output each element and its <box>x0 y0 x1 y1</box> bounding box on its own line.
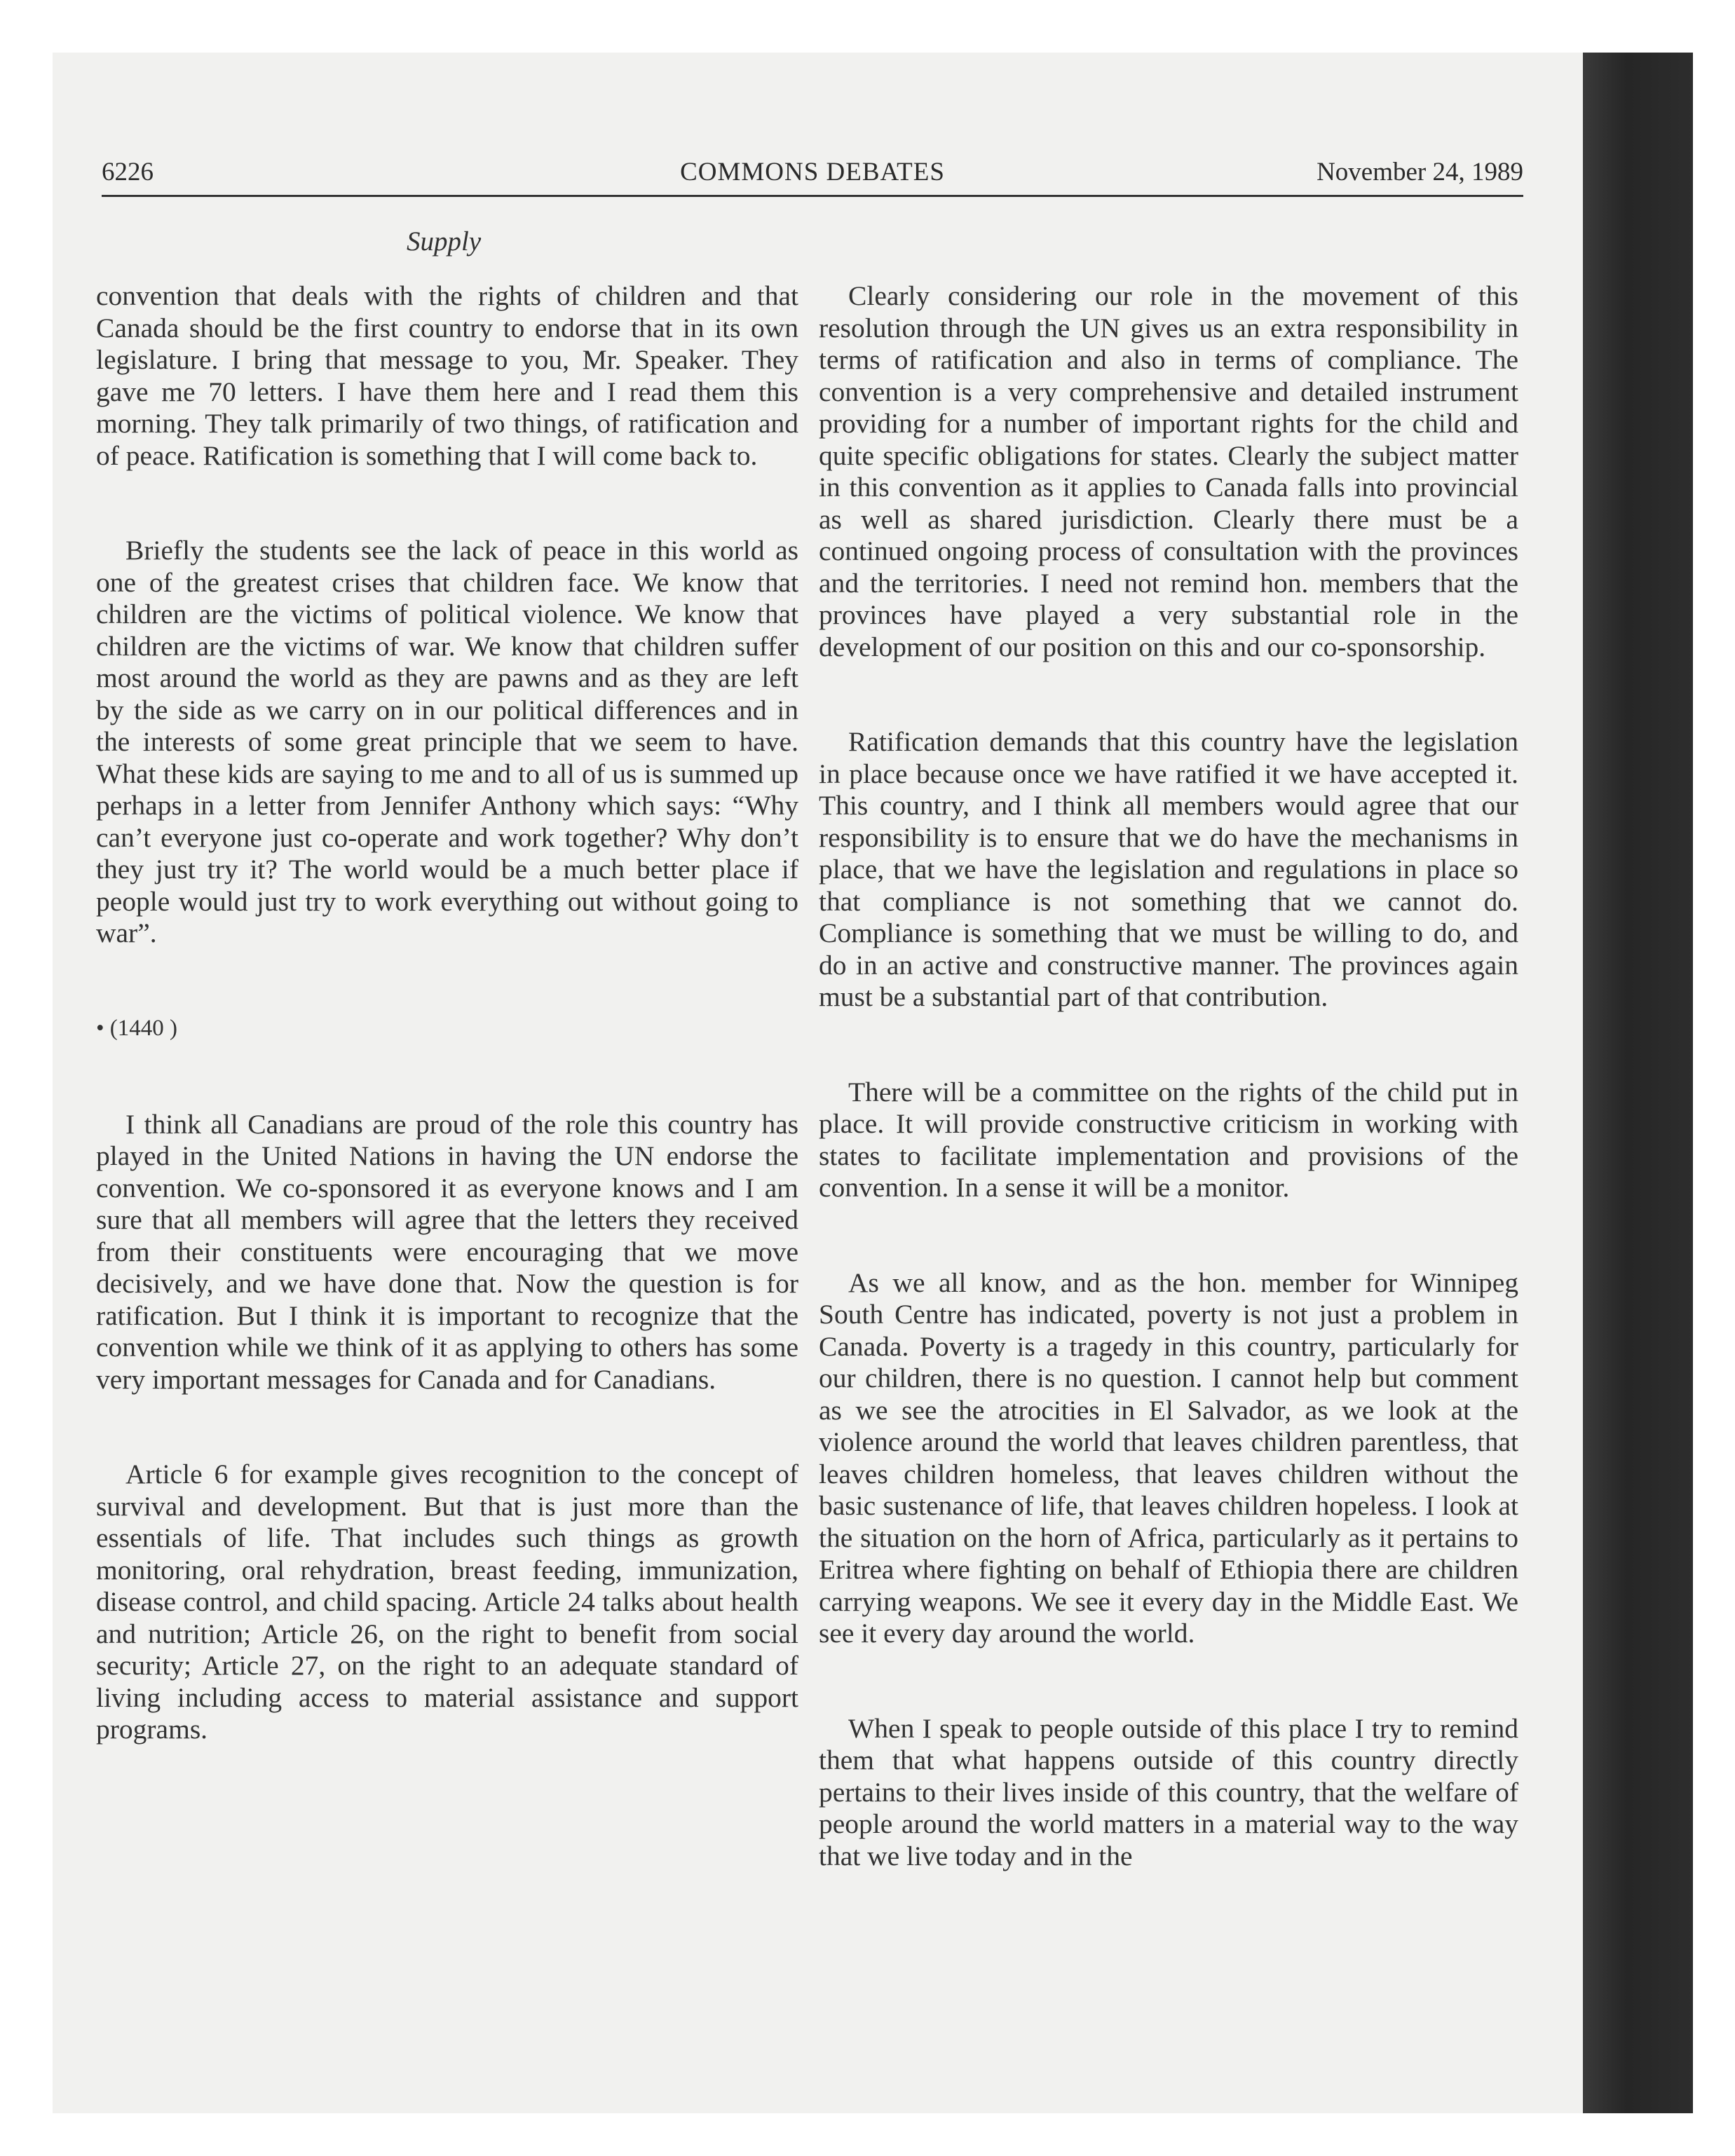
left-column <box>96 280 798 1809</box>
publication-date: November 24, 1989 <box>1316 158 1523 186</box>
paragraph: I think all Canadians are proud of the role this country has played in the United Nations in having the UN endorse the convention. We co-sponsored it as everyone knows and I am sure that all members will agree that the letters they received from their constituents were encouraging that we move decisively, and we have done that. Now the question is for ratification. But I think it is important to recognize that the convention while we think of it as applying to others has some very important messages for Canada and for Canadians. <box>96 1108 798 1395</box>
paragraph: There will be a committee on the rights of the child put in place. It will provide constructive criticism in working with states to facilitate implementation and provisions of the convention. In a sense it will be a monitor. <box>819 1076 1518 1203</box>
page-number: 6226 <box>102 158 154 186</box>
paragraph: Article 6 for example gives recognition to the concept of survival and development. But that is just more than the essentials of life. That includes such things as growth monitoring, oral rehydration, breast feeding, immunization, disease control, and child spacing. Article 24 talks about health and nutrition; Article 26, on the right to benefit from social security; Article 27, on the right to an adequate standard of living including access to material assistance and support programs. <box>96 1459 798 1745</box>
paragraph: Clearly considering our role in the movement of this resolution through the UN gives us an extra responsibility in terms of ratification and also in terms of compliance. The convention is a very comprehensive and detailed instrument providing for a number of important rights for the child and quite specific obligations for states. Clearly the subject matter in this convention as it applies to Canada falls into provincial as well as shared jurisdiction. Clearly there must be a continued ongoing process of consultation with the provinces and the territories. I need not remind hon. members that the provinces have played a very substantial role in the development of our position on this and our co-sponsorship. <box>819 280 1518 662</box>
paragraph: Ratification demands that this country have the legislation in place because once we have ratified it we have accepted it. This country, and I think all members would agree that our responsibility is to ensure that we do have the mechanisms in place, that we have the legislation and regulations in place so that compliance is not something that we cannot do. Compliance is something that we must be willing to do, and do in an active and constructive manner. The provinces again must be a substantial part of that contribution. <box>819 726 1518 1012</box>
paragraph: As we all know, and as the hon. member for Winnipeg South Centre has indicated, poverty is not just a problem in Canada. Poverty is a tragedy in this country, particularly for our children, there is no question. I cannot help but comment as we see the atrocities in El Salvador, as we look at the violence around the world that leaves children parentless, that leaves children homeless, that leaves children without the basic sustenance of life, that leaves children hopeless. I look at the situation on the horn of Africa, particularly as it pertains to Eritrea where fighting on behalf of Ethiopia there are children carrying weapons. We see it every day in the Middle East. We see it every day around the world. <box>819 1267 1518 1649</box>
right-column <box>819 280 1518 1935</box>
paragraph: When I speak to people outside of this place I try to remind them that what happens outside of this country directly pertains to their lives inside of this country, that the welfare of people around the world matters in a material way to the way that we live today and in the <box>819 1712 1518 1871</box>
section-title: Supply <box>407 226 482 257</box>
paragraph: convention that deals with the rights of children and that Canada should be the first country to endorse that in its own legislature. I bring that message to you, Mr. Speaker. They gave me 70 letters. I have them here and I read them this morning. They talk primarily of two things, of ratification and of peace. Ratification is something that I will come back to. <box>96 280 798 471</box>
time-marker: • (1440 ) <box>96 1015 178 1041</box>
scan-edge-shadow <box>1583 53 1693 2113</box>
paragraph: Briefly the students see the lack of peace in this world as one of the greatest crises that children face. We know that children are the victims of political violence. We know that children are the victims of war. We know that children suffer most around the world as they are pawns and as they are left by the side as we carry on in our political differences and in the interests of some great principle that we seem to have. What these kids are saying to me and to all of us is summed up perhaps in a letter from Jennifer Anthony which says: “Why can’t everyone just co-operate and work together? Why don’t they just try it? The world would be a much better place if people would just try to work everything out without going to war”. <box>96 535 798 948</box>
publication-title: COMMONS DEBATES <box>680 158 945 186</box>
page-header <box>102 153 1523 197</box>
